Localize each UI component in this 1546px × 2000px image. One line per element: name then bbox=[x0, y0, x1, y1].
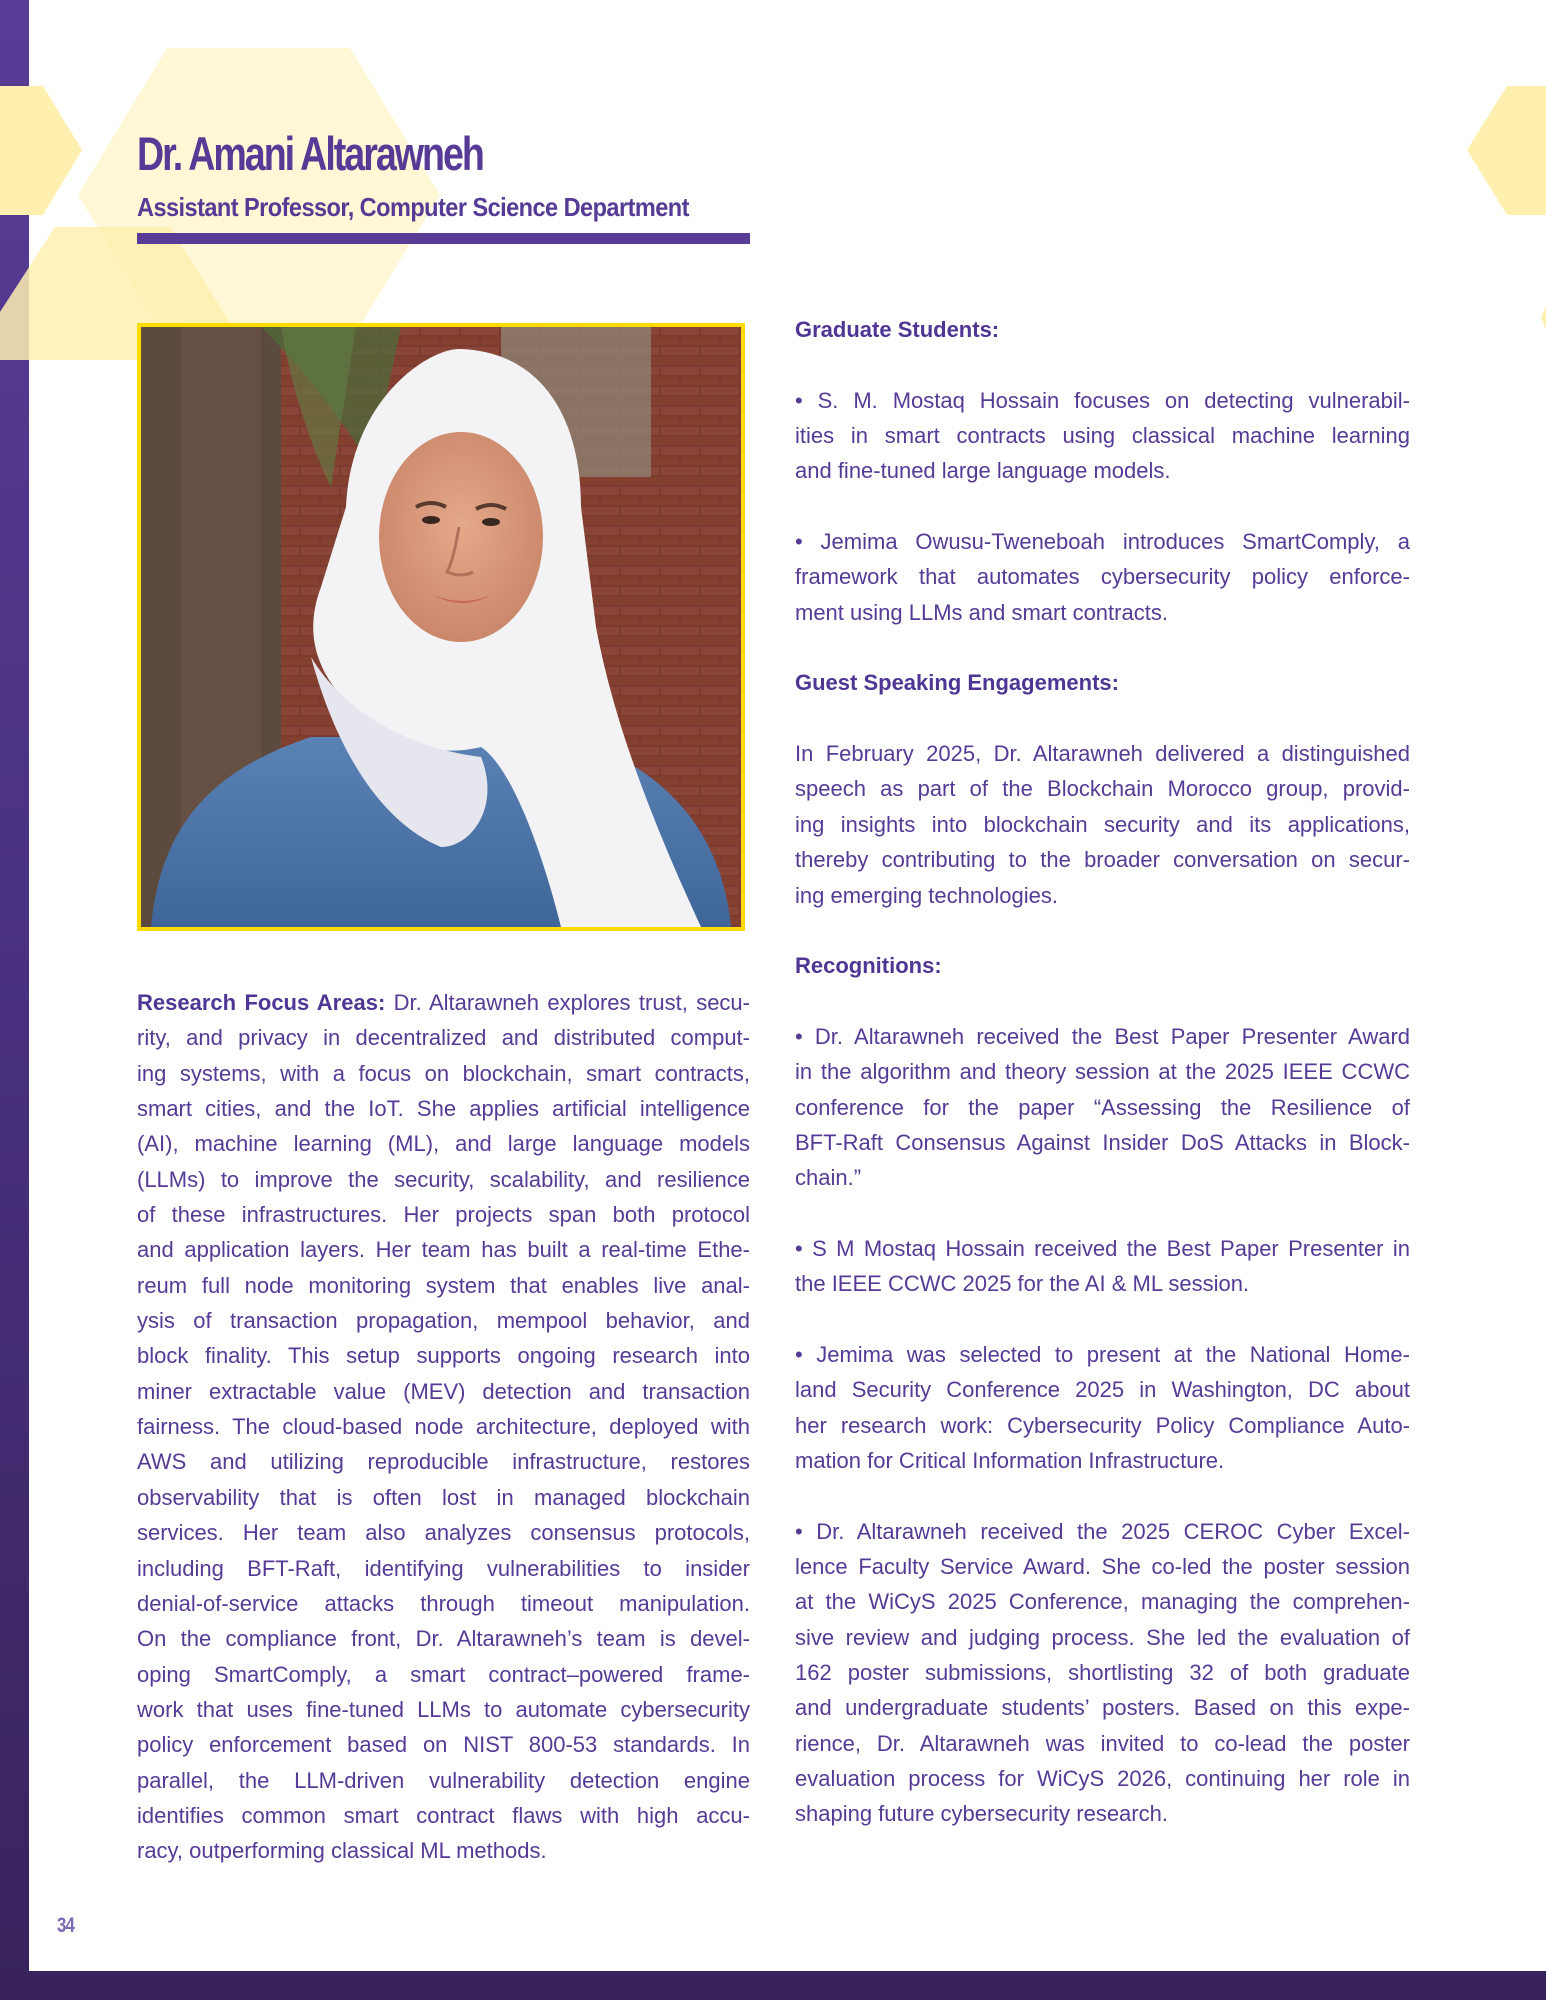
item-line: in the algorithm and theory session at the 2025 IEEE CCWC bbox=[795, 1059, 1410, 1085]
research-line: ysis of transaction propagation, mempool behavior, and bbox=[137, 1308, 750, 1334]
profile-photo bbox=[137, 323, 745, 931]
paragraph-line: ing insights into blockchain security and its applications, bbox=[795, 811, 1410, 837]
speaking-paragraph bbox=[795, 736, 1410, 913]
item-line: and undergraduate students’ posters. Based on this expe- bbox=[795, 1695, 1410, 1721]
research-line: parallel, the LLM-driven vulnerability detection engine bbox=[137, 1767, 750, 1793]
spacer bbox=[795, 984, 1410, 1019]
item-line: and fine-tuned large language models. bbox=[795, 458, 1171, 484]
spacer bbox=[795, 1478, 1410, 1513]
graduate-student-item bbox=[795, 383, 1410, 489]
bottom-accent-bar bbox=[0, 1971, 1546, 2000]
item-line: 162 poster submissions, shortlisting 32 of both graduate bbox=[795, 1660, 1410, 1686]
speaking-heading: Guest Speaking Engagements: bbox=[795, 670, 1119, 696]
recognition-item bbox=[795, 1514, 1410, 1832]
item-line: BFT-Raft Consensus Against Insider DoS Attacks in Block- bbox=[795, 1129, 1410, 1155]
hexagon-decoration-right bbox=[1460, 80, 1546, 340]
paragraph-line: thereby contributing to the broader conversation on secur- bbox=[795, 847, 1410, 873]
paragraph-line: In February 2025, Dr. Altarawneh delivered a distinguished bbox=[795, 741, 1410, 767]
research-line: denial-of-service attacks through timeout manipulation. bbox=[137, 1590, 750, 1616]
research-line: and application layers. Her team has built a real-time Ethe- bbox=[137, 1237, 750, 1263]
research-line: (AI), machine learning (ML), and large language models bbox=[137, 1131, 750, 1157]
research-section bbox=[137, 985, 750, 1869]
research-line: fairness. The cloud-based node architecture, deployed with bbox=[137, 1414, 750, 1440]
research-line bbox=[137, 985, 750, 1020]
item-line: mation for Critical Information Infrastructure. bbox=[795, 1448, 1225, 1473]
item-line: • Jemima Owusu-Tweneboah introduces SmartComply, a bbox=[795, 529, 1410, 555]
recognition-item bbox=[795, 1019, 1410, 1196]
item-line: • Jemima was selected to present at the National Home- bbox=[795, 1341, 1410, 1367]
spacer bbox=[795, 489, 1410, 524]
item-line: ment using LLMs and smart contracts. bbox=[795, 599, 1168, 625]
research-line: rity, and privacy in decentralized and distributed comput- bbox=[137, 1025, 750, 1051]
item-line: at the WiCyS 2025 Conference, managing the comprehen- bbox=[795, 1589, 1410, 1615]
item-line: sive review and judging process. She led the evaluation of bbox=[795, 1624, 1410, 1650]
paragraph-line: speech as part of the Blockchain Morocco group, provid- bbox=[795, 776, 1410, 802]
page-number: 34 bbox=[57, 1914, 75, 1937]
spacer bbox=[795, 913, 1410, 948]
item-line: lence Faculty Service Award. She co-led the poster session bbox=[795, 1554, 1410, 1580]
title-underline bbox=[137, 233, 750, 244]
research-lead: Research Focus Areas: bbox=[137, 990, 386, 1015]
item-line: chain.” bbox=[795, 1165, 862, 1191]
recognitions-heading: Recognitions: bbox=[795, 953, 942, 979]
research-line: block finality. This setup supports ongoing research into bbox=[137, 1343, 750, 1369]
item-line: • Dr. Altarawneh received the Best Paper Presenter Award bbox=[795, 1023, 1410, 1049]
research-line: miner extractable value (MEV) detection and transaction bbox=[137, 1378, 750, 1404]
paragraph-line: ing emerging technologies. bbox=[795, 882, 1058, 908]
research-line: (LLMs) to improve the security, scalability, and resilience bbox=[137, 1166, 750, 1192]
recognition-item bbox=[795, 1337, 1410, 1478]
spacer bbox=[795, 347, 1410, 382]
research-line: services. Her team also analyzes consensus protocols, bbox=[137, 1520, 750, 1546]
item-line: • S M Mostaq Hossain received the Best Paper Presenter in bbox=[795, 1235, 1410, 1261]
research-line: reum full node monitoring system that enables live anal- bbox=[137, 1272, 750, 1298]
research-line: observability that is often lost in managed blockchain bbox=[137, 1484, 750, 1510]
research-text: Dr. Altarawneh explores trust, secu- bbox=[385, 990, 750, 1015]
research-line: work that uses fine-tuned LLMs to automate cybersecurity bbox=[137, 1696, 750, 1722]
research-line: of these infrastructures. Her projects span both protocol bbox=[137, 1202, 750, 1228]
right-column bbox=[795, 312, 1410, 1832]
research-line: including BFT-Raft, identifying vulnerabilities to insider bbox=[137, 1555, 750, 1581]
item-line: • Dr. Altarawneh received the 2025 CEROC Cyber Excel- bbox=[795, 1518, 1410, 1544]
spacer bbox=[795, 701, 1410, 736]
graduate-students-heading: Graduate Students: bbox=[795, 317, 1000, 342]
research-line: smart cities, and the IoT. She applies artificial intelligence bbox=[137, 1096, 750, 1122]
item-line: rience, Dr. Altarawneh was invited to co-lead the poster bbox=[795, 1730, 1410, 1756]
spacer bbox=[795, 630, 1410, 665]
spacer bbox=[795, 1302, 1410, 1337]
portrait-illustration bbox=[141, 327, 741, 927]
item-line: her research work: Cybersecurity Policy Compliance Auto- bbox=[795, 1412, 1410, 1438]
hexagon-shape bbox=[0, 86, 82, 215]
graduate-student-item bbox=[795, 524, 1410, 630]
item-line: shaping future cybersecurity research. bbox=[795, 1801, 1168, 1827]
item-line: ities in smart contracts using classical machine learning bbox=[795, 423, 1410, 449]
item-line: evaluation process for WiCyS 2026, continuing her role in bbox=[795, 1766, 1410, 1792]
recognition-item bbox=[795, 1231, 1410, 1302]
page-subtitle: Assistant Professor, Computer Science Department bbox=[137, 192, 689, 222]
research-line: oping SmartComply, a smart contract–powered frame- bbox=[137, 1661, 750, 1687]
item-line: • S. M. Mostaq Hossain focuses on detecting vulnerabil- bbox=[795, 387, 1410, 413]
research-line: identifies common smart contract flaws with high accu- bbox=[137, 1802, 750, 1828]
item-line: framework that automates cybersecurity policy enforce- bbox=[795, 564, 1410, 590]
item-line: the IEEE CCWC 2025 for the AI & ML session. bbox=[795, 1271, 1250, 1297]
page-title: Dr. Amani Altarawneh bbox=[137, 127, 483, 180]
research-line: AWS and utilizing reproducible infrastructure, restores bbox=[137, 1449, 750, 1475]
hexagon-shape bbox=[1467, 86, 1546, 215]
spacer bbox=[795, 1196, 1410, 1231]
item-line: land Security Conference 2025 in Washington, DC about bbox=[795, 1377, 1410, 1403]
hexagon-shape bbox=[1541, 305, 1546, 330]
research-line: On the compliance front, Dr. Altarawneh’s team is devel- bbox=[137, 1626, 750, 1652]
item-line: conference for the paper “Assessing the Resilience of bbox=[795, 1094, 1410, 1120]
research-line: ing systems, with a focus on blockchain, smart contracts, bbox=[137, 1060, 750, 1086]
research-line: policy enforcement based on NIST 800-53 standards. In bbox=[137, 1732, 750, 1758]
research-line: racy, outperforming classical ML methods. bbox=[137, 1838, 547, 1864]
